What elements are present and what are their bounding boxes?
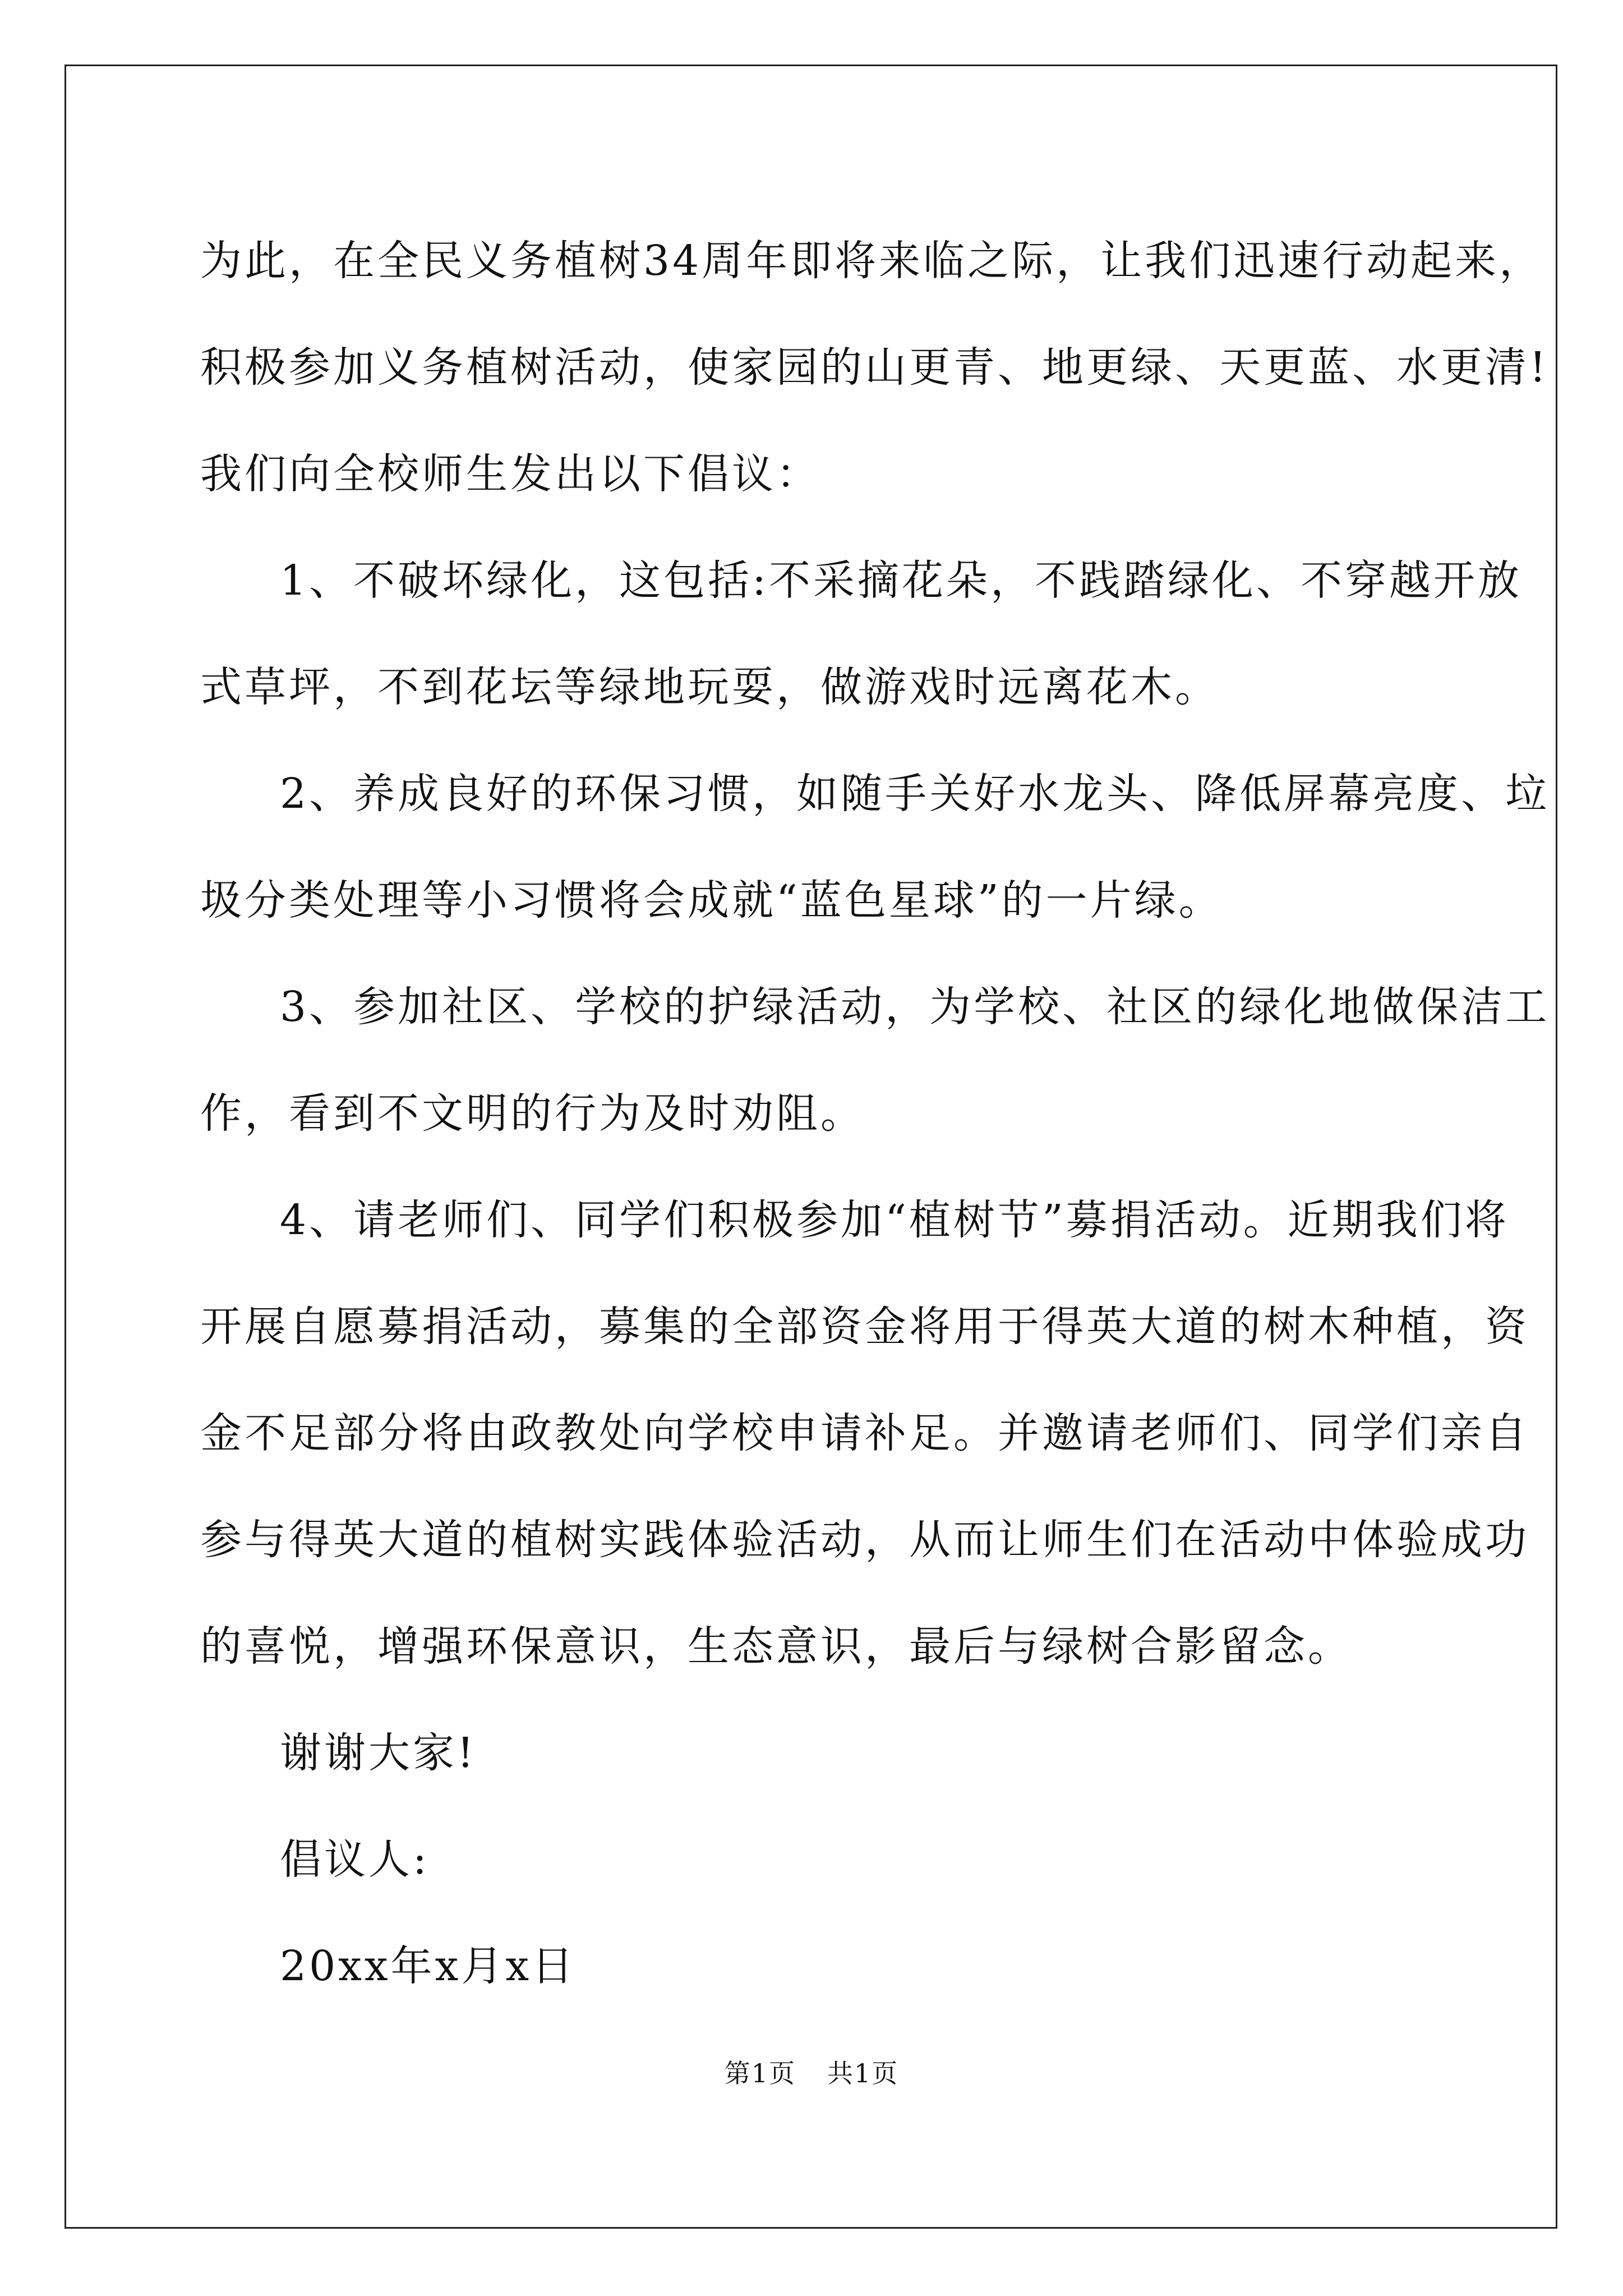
- text-line-12: 金不足部分将由政教处向学校申请补足。并邀请老师们、同学们亲自: [200, 1409, 1529, 1457]
- text-line-9: 作，看到不文明的行为及时劝阻。: [200, 1089, 865, 1138]
- page-footer: [0, 2053, 1623, 2090]
- text-line-1: 为此，在全民义务植树34周年即将来临之际，让我们迅速行动起来，: [200, 237, 1544, 285]
- text-line-4: 1、不破坏绿化，这包括:不采摘花朵，不践踏绿化、不穿越开放: [280, 556, 1523, 605]
- text-line-6: 2、养成良好的环保习惯，如随手关好水龙头、降低屏幕亮度、垃: [280, 770, 1550, 818]
- proposer-label: 倡议人:: [280, 1835, 430, 1884]
- document-body: [200, 208, 1550, 2019]
- closing-thanks: 谢谢大家!: [280, 1729, 477, 1777]
- page-number-total: 共1页: [827, 2058, 899, 2088]
- text-line-11: 开展自愿募捐活动，募集的全部资金将用于得英大道的树木种植，资: [200, 1303, 1529, 1351]
- text-line-13: 参与得英大道的植树实践体验活动，从而让师生们在活动中体验成功: [200, 1516, 1529, 1564]
- text-line-7: 圾分类处理等小习惯将会成就“蓝色星球”的一片绿。: [200, 876, 1223, 924]
- page-number-current: 第1页: [724, 2058, 796, 2088]
- text-line-2: 积极参加义务植树活动，使家园的山更青、地更绿、天更蓝、水更清!: [200, 343, 1549, 392]
- text-line-5: 式草坪，不到花坛等绿地玩耍，做游戏时远离花木。: [200, 663, 1219, 711]
- date-line: 20xx年x月x日: [280, 1942, 577, 1990]
- text-line-10: 4、请老师们、同学们积极参加“植树节”募捐活动。近期我们将: [280, 1196, 1509, 1244]
- text-line-8: 3、参加社区、学校的护绿活动，为学校、社区的绿化地做保洁工: [280, 983, 1550, 1031]
- text-line-14: 的喜悦，增强环保意识，生态意识，最后与绿树合影留念。: [200, 1622, 1352, 1671]
- text-line-3: 我们向全校师生发出以下倡议：: [200, 450, 820, 498]
